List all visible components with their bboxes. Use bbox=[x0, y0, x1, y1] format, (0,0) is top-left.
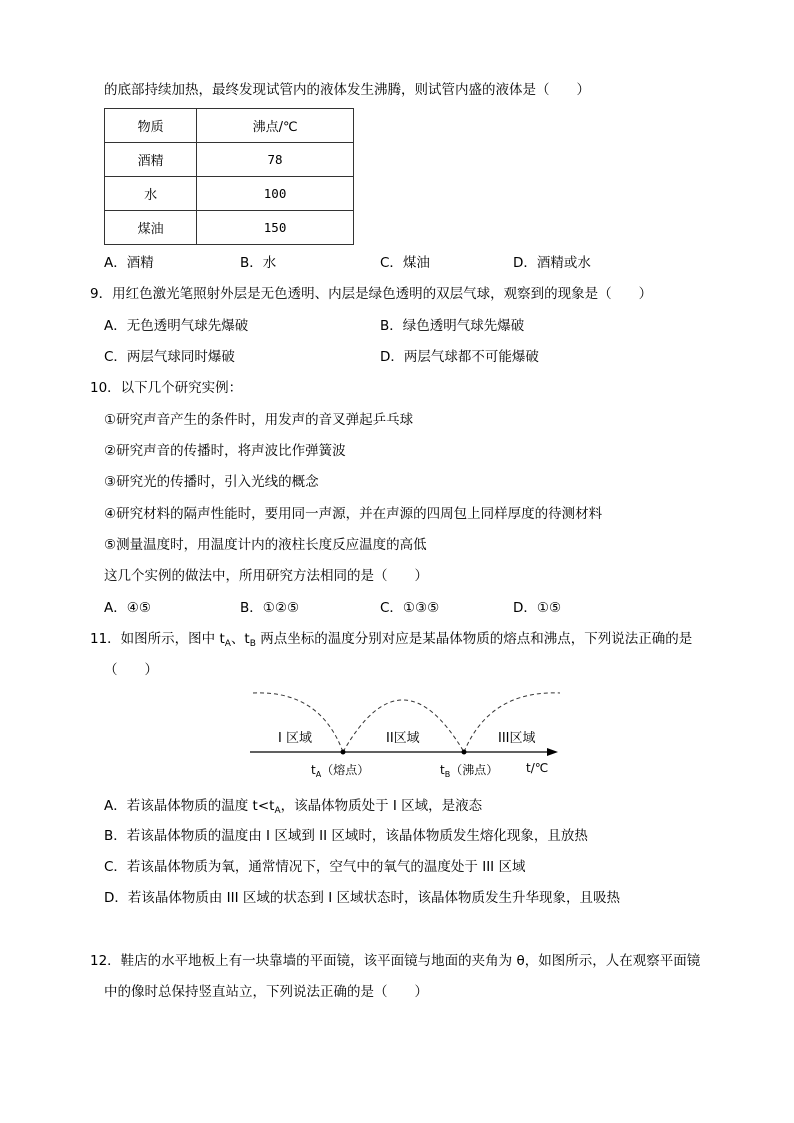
q9-stem: 9．用红色激光笔照射外层是无色透明、内层是绿色透明的双层气球，观察到的现象是（ ） bbox=[90, 286, 653, 302]
q12-stem-line2: 中的像时总保持竖直站立，下列说法正确的是（ ） bbox=[104, 984, 428, 1000]
table-header-cell: 物质 bbox=[105, 109, 197, 143]
q8-option-d[interactable]: D．酒精或水 bbox=[513, 255, 591, 271]
table-header-cell: 沸点/℃ bbox=[197, 109, 354, 143]
table-row bbox=[105, 211, 354, 245]
table-cell: 100 bbox=[197, 177, 354, 211]
table-cell: 水 bbox=[105, 177, 197, 211]
q11-stem: 11．如图所示，图中 $t_A$、$t_B$ 两点坐标的温度分别对应是某晶体物质的熔点和沸点，下列说法正确的是 bbox=[90, 631, 693, 649]
q8-option-a[interactable]: A．酒精 bbox=[104, 255, 154, 271]
boiling-point-dot bbox=[462, 750, 467, 755]
q10-option-c[interactable]: C．①③⑤ bbox=[380, 600, 440, 616]
q10-item: ②研究声音的传播时，将声波比作弹簧波 bbox=[104, 443, 346, 459]
q10-option-b[interactable]: B．①②⑤ bbox=[240, 600, 300, 616]
q9-option-a[interactable]: A．无色透明气球先爆破 bbox=[104, 318, 249, 334]
q8-stem: 的底部持续加热，最终发现试管内的液体发生沸腾，则试管内盛的液体是（ ） bbox=[104, 82, 590, 98]
q10-item: ①研究声音产生的条件时，用发声的音叉弹起乒乓球 bbox=[104, 412, 414, 428]
q9-option-b[interactable]: B．绿色透明气球先爆破 bbox=[380, 318, 525, 334]
table-row bbox=[105, 177, 354, 211]
axis-label: t/℃ bbox=[526, 761, 549, 775]
q10-option-d[interactable]: D．①⑤ bbox=[513, 600, 562, 616]
q9-option-d[interactable]: D．两层气球都不可能爆破 bbox=[380, 349, 539, 365]
q10-item: ③研究光的传播时，引入光线的概念 bbox=[104, 474, 319, 490]
region-1-label: I 区域 bbox=[278, 731, 312, 746]
ta-label: $t_A$（熔点） bbox=[311, 763, 370, 779]
boiling-point-table bbox=[104, 108, 354, 245]
q11-stem-line2: （ ） bbox=[104, 662, 158, 678]
melting-point-dot bbox=[341, 750, 346, 755]
q10-item: ⑤测量温度时，用温度计内的液柱长度反应温度的高低 bbox=[104, 537, 427, 553]
q10-stem: 10．以下几个研究实例： bbox=[90, 380, 243, 396]
region-3-label: III区域 bbox=[498, 731, 536, 746]
table-cell: 150 bbox=[197, 211, 354, 245]
q11-option-b[interactable]: B．若该晶体物质的温度由 I 区域到 II 区域时，该晶体物质发生熔化现象，且放热 bbox=[104, 828, 588, 844]
phase-region-diagram bbox=[250, 688, 570, 780]
q10-question: 这几个实例的做法中，所用研究方法相同的是（ ） bbox=[104, 568, 428, 584]
table-cell: 煤油 bbox=[105, 211, 197, 245]
table-cell: 酒精 bbox=[105, 143, 197, 177]
axis-arrow bbox=[547, 748, 558, 756]
q10-item: ④研究材料的隔声性能时，要用同一声源，并在声源的四周包上同样厚度的待测材料 bbox=[104, 506, 603, 522]
q11-option-d[interactable]: D．若该晶体物质由 III 区域的状态到 I 区域状态时，该晶体物质发生升华现象，且吸热 bbox=[104, 890, 620, 906]
q10-option-a[interactable]: A．④⑤ bbox=[104, 600, 151, 616]
q11-option-a[interactable]: A．若该晶体物质的温度 $t<t_A$，该晶体物质处于 I 区域，是液态 bbox=[104, 798, 483, 816]
table-header-row bbox=[105, 109, 354, 143]
q11-option-c[interactable]: C．若该晶体物质为氧，通常情况下，空气中的氧气的温度处于 III 区域 bbox=[104, 859, 526, 875]
table-row bbox=[105, 143, 354, 177]
q9-option-c[interactable]: C．两层气球同时爆破 bbox=[104, 349, 235, 365]
q12-stem: 12．鞋店的水平地板上有一块靠墙的平面镜，该平面镜与地面的夹角为 θ，如图所示，人在观察平面镜 bbox=[90, 953, 701, 969]
tb-label: $t_B$（沸点） bbox=[440, 763, 499, 779]
q8-option-c[interactable]: C．煤油 bbox=[380, 255, 430, 271]
q8-option-b[interactable]: B．水 bbox=[240, 255, 277, 271]
region-2-label: II区域 bbox=[386, 731, 420, 746]
table-cell: 78 bbox=[197, 143, 354, 177]
